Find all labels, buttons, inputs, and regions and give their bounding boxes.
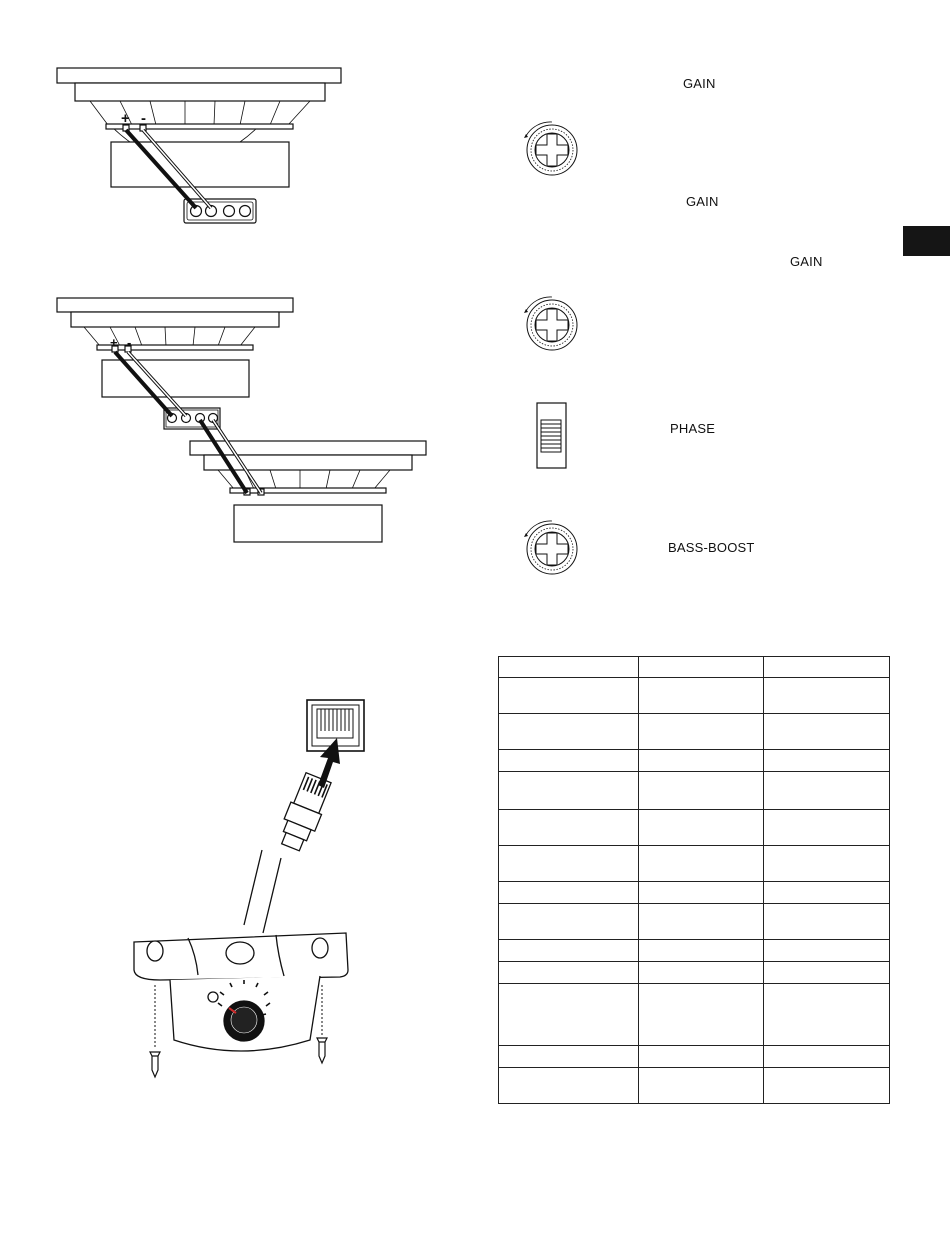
table-row (499, 750, 890, 772)
table-row (499, 904, 890, 940)
bass-boost-dial-icon (520, 517, 584, 581)
specifications-table (498, 656, 890, 1104)
table-row (499, 678, 890, 714)
bass-boost-label: BASS-BOOST (668, 540, 755, 555)
language-tab-marker (903, 226, 950, 256)
table-row (499, 772, 890, 810)
phase-switch-icon (536, 402, 568, 470)
table-row (499, 1068, 890, 1104)
table-row (499, 1046, 890, 1068)
table-row (499, 714, 890, 750)
gain-label-1: GAIN (683, 76, 716, 91)
negative-sign: - (127, 335, 132, 350)
positive-sign: + (110, 335, 118, 350)
negative-sign: - (141, 110, 147, 127)
gain-label-3: GAIN (790, 254, 823, 269)
gain-label-2: GAIN (686, 194, 719, 209)
table-row (499, 962, 890, 984)
phase-label: PHASE (670, 421, 716, 436)
table-row (499, 846, 890, 882)
table-row (499, 940, 890, 962)
table-row (499, 657, 890, 678)
table-row (499, 882, 890, 904)
table-row (499, 984, 890, 1046)
remote-bass-control-diagram (0, 0, 470, 1100)
gain-dial-icon (520, 293, 584, 357)
gain-dial-icon (520, 118, 584, 182)
table-row (499, 810, 890, 846)
positive-sign: + (121, 110, 130, 127)
